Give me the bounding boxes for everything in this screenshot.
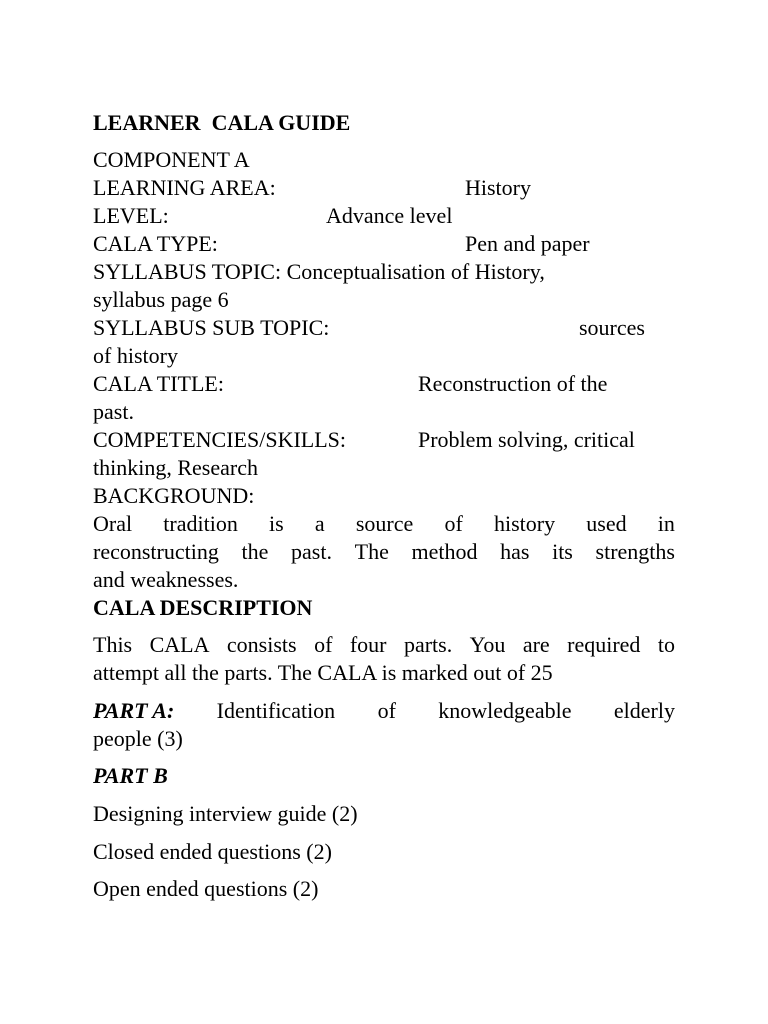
background-label: BACKGROUND: [93, 483, 255, 508]
word: reconstructing [93, 539, 219, 564]
competencies-value: Problem solving, critical [418, 427, 635, 452]
word: of [377, 698, 396, 723]
word: required [567, 632, 641, 657]
word: Oral [93, 511, 133, 536]
part-b-item: Designing interview guide (2) [93, 801, 358, 826]
word: The [354, 539, 389, 564]
word: history [493, 511, 556, 536]
word: has [500, 539, 530, 564]
part-b-item: Closed ended questions (2) [93, 839, 332, 864]
word: of [314, 632, 333, 657]
word: to [657, 632, 675, 657]
word: is [269, 511, 284, 536]
word: You [469, 632, 506, 657]
part-b-label: PART B [93, 763, 168, 788]
learning-area-value: History [465, 175, 531, 200]
part-a-line-2: people (3) [93, 726, 183, 751]
word: method [411, 539, 478, 564]
cala-title-label: CALA TITLE: [93, 371, 224, 396]
description-line-1 [93, 631, 675, 659]
background-text-line-2 [93, 538, 675, 566]
sub-topic-value-continued: of history [93, 343, 178, 368]
level-value: Advance level [326, 203, 453, 228]
word: elderly [613, 698, 675, 723]
word: its [552, 539, 573, 564]
word: This [93, 632, 133, 657]
competencies-label: COMPETENCIES/SKILLS: [93, 427, 347, 452]
part-b-item: Open ended questions (2) [93, 876, 319, 901]
learning-area-label: LEARNING AREA: [93, 175, 276, 200]
word: parts. [403, 632, 453, 657]
word: CALA [149, 632, 210, 657]
word: Identification [216, 698, 336, 723]
background-text-line-3: and weaknesses. [93, 567, 239, 592]
cala-type-value: Pen and paper [465, 231, 590, 256]
competencies-value-continued: thinking, Research [93, 455, 258, 480]
document-title: LEARNER CALA GUIDE [93, 110, 351, 135]
word: the [241, 539, 269, 564]
word: are [522, 632, 550, 657]
sub-topic-label: SYLLABUS SUB TOPIC: [93, 315, 330, 340]
word: source [355, 511, 414, 536]
cala-title-value: Reconstruction of the [418, 371, 608, 396]
background-text-line-1 [93, 510, 675, 538]
word: knowledgeable [438, 698, 572, 723]
word: of [444, 511, 463, 536]
word: in [657, 511, 675, 536]
cala-title-value-continued: past. [93, 399, 134, 424]
syllabus-topic-line-1: SYLLABUS TOPIC: Conceptualisation of History, [93, 259, 545, 284]
word: tradition [163, 511, 238, 536]
part-a-label: PART A: [93, 698, 175, 723]
word: strengths [595, 539, 675, 564]
part-a-line-1 [93, 697, 675, 725]
level-label: LEVEL: [93, 203, 169, 228]
word: past. [291, 539, 332, 564]
word: used [586, 511, 627, 536]
component-label: COMPONENT A [93, 147, 250, 172]
cala-type-label: CALA TYPE: [93, 231, 218, 256]
word: consists [226, 632, 297, 657]
cala-description-heading: CALA DESCRIPTION [93, 595, 313, 620]
word: four [349, 632, 387, 657]
word: a [314, 511, 325, 536]
sub-topic-value: sources [579, 315, 645, 340]
syllabus-topic-line-2: syllabus page 6 [93, 287, 229, 312]
description-line-2: attempt all the parts. The CALA is marked out of 25 [93, 660, 553, 685]
